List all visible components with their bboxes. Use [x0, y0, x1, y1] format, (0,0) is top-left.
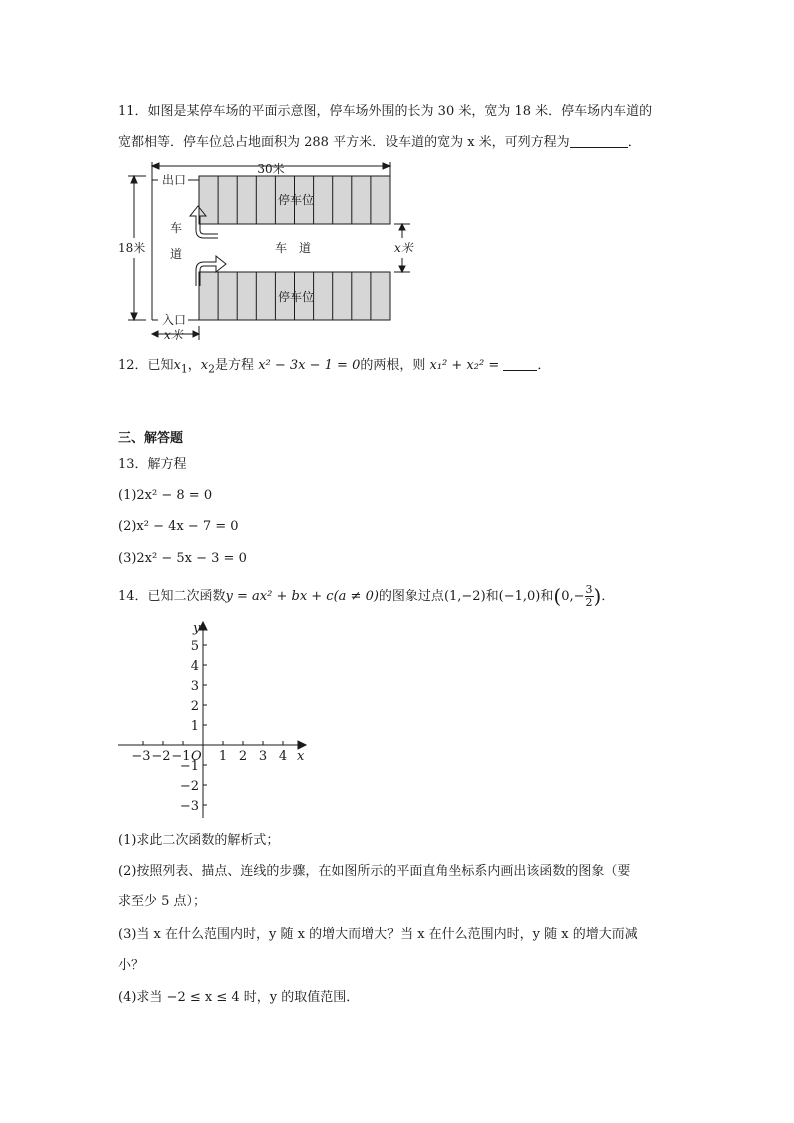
q11-line2-text: 宽都相等．停车位总占地面积为 288 平方米．设车道的宽为 x 米，可列方程为 [118, 135, 570, 150]
q14-fraction: $\frac{3}{2}$ [585, 583, 593, 609]
q13-item-2: (2)x² − 4x − 7 = 0 [118, 519, 239, 534]
q14-sub2-line1: (2)按照列表、描点、连线的步骤，在如图所示的平面直角坐标系内画出该函数的图象（要 [118, 864, 631, 879]
y-tick-label: −2 [179, 779, 199, 794]
q12-end: ． [537, 358, 551, 373]
q11-line1: 11．如图是某停车场的平面示意图，停车场外围的长为 30 米，宽为 18 米．停车场内车道的 [118, 104, 653, 119]
lane-vertical-1: 车 [170, 221, 183, 235]
q14-sub3-line2: 小？ [118, 958, 145, 973]
y-tick-label: 3 [190, 679, 199, 694]
q14-end: ． [601, 589, 615, 604]
q14-function: y = ax² + bx + c [225, 589, 334, 604]
y-tick-label: −1 [179, 759, 199, 774]
q12-mid: 是方程 [215, 358, 255, 373]
q13-item-3: (3)2x² − 5x − 3 = 0 [118, 551, 247, 566]
q12-line: 12．已知$x_1$，$x_2$是方程 x² − 3x − 1 = 0的两根，则 x₁² + x₂² = ． [118, 358, 551, 376]
q14-intro-b: 的图象过点 [378, 589, 444, 604]
y-tick-label: 2 [190, 699, 199, 714]
lane-width-label: x米 [394, 241, 413, 255]
q14-sub1: (1)求此二次函数的解析式； [118, 833, 280, 848]
q12-expression: x₁² + x₂² = [429, 358, 500, 373]
parking-top-label: 停车位 [277, 193, 315, 207]
answer-blank [503, 357, 537, 371]
q14-point-1: (1,−2) [443, 589, 486, 604]
entrance-label: 入口 [162, 313, 187, 327]
x-tick-label: 1 [218, 749, 228, 764]
q11-line2 [118, 134, 641, 152]
x-tick-label: −2 [151, 749, 171, 764]
q12-mid2: 的两根，则 [360, 358, 426, 373]
q14-intro-a: 14．已知二次函数 [118, 589, 226, 604]
length-label: 30米 [257, 162, 285, 176]
x-tick-label: −3 [131, 749, 151, 764]
q14-and-1: 和 [485, 589, 499, 604]
q12-prefix: 12．已知 [118, 358, 174, 373]
q13-title: 13．解方程 [118, 457, 187, 472]
x-tick-label: 2 [238, 749, 248, 764]
q14-and-2: 和 [540, 589, 554, 604]
lane-label: 车 道 [274, 241, 312, 255]
y-tick-label: 1 [190, 719, 199, 734]
answer-blank [570, 134, 628, 148]
y-axis-label: y [193, 621, 201, 636]
parking-bottom-label: 停车位 [277, 290, 315, 304]
q14-point-2: (−1,0) [498, 589, 541, 604]
q12-x1: x [173, 358, 181, 373]
coordinate-axes [116, 618, 316, 823]
q14-sub2-line2: 求至少 5 点）； [118, 894, 207, 909]
q13-item-1: (1)2x² − 8 = 0 [118, 488, 213, 503]
q11-line2-end: ． [627, 135, 641, 150]
q14-sub4: (4)求当 −2 ≤ x ≤ 4 时，y 的取值范围． [118, 990, 360, 1005]
q14-intro: 14．已知二次函数y = ax² + bx + c(a ≠ 0)的图象过点(1,−2)和(−1,0)和(0,− $\frac{3}{2}$ )． [118, 583, 615, 609]
exit-label: 出口 [162, 173, 187, 187]
q12-equation: x² − 3x − 1 = 0 [258, 358, 361, 373]
x-axis-label: x [297, 749, 305, 764]
parking-lot-figure [118, 158, 418, 343]
x-tick-label: 4 [278, 749, 288, 764]
q14-point-3: 0,− [561, 589, 585, 604]
x-tick-label: 3 [258, 749, 268, 764]
width-label: 18米 [118, 241, 146, 255]
q12-x2: x [200, 358, 209, 373]
bottom-width-label: x米 [164, 328, 183, 342]
q12-sep: ， [187, 358, 201, 373]
y-tick-label: −3 [179, 799, 199, 814]
origin-label: O [191, 749, 202, 764]
q14-condition: (a ≠ 0) [333, 589, 379, 604]
lane-vertical-2: 道 [170, 247, 183, 261]
y-tick-label: 5 [190, 639, 199, 654]
x-tick-label: −1 [171, 749, 191, 764]
section-title: 三、解答题 [118, 431, 184, 446]
y-tick-label: 4 [190, 659, 199, 674]
q14-sub3-line1: (3)当 x 在什么范围内时，y 随 x 的增大而增大？当 x 在什么范围内时，y 随 x 的增大而减 [118, 927, 638, 942]
